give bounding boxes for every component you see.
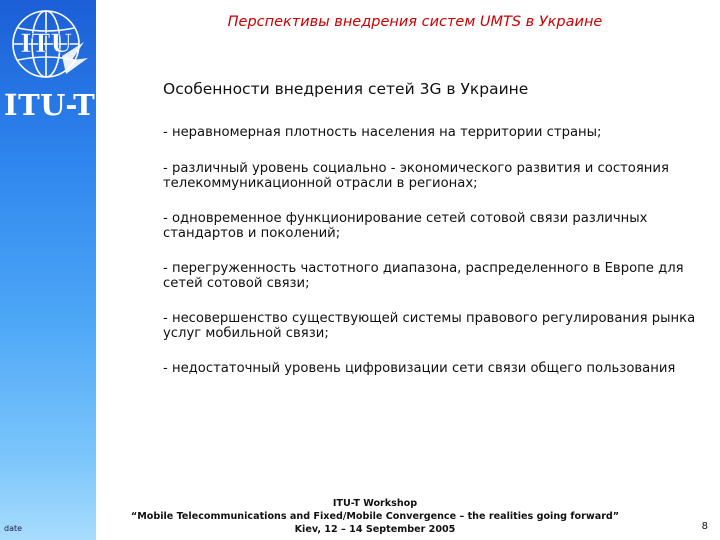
logo-text: ITU — [19, 29, 73, 58]
footer — [110, 497, 640, 536]
list-item: - неравномерная плотность населения на территории страны; — [163, 125, 602, 140]
list-item: - одновременное функционирование сетей сотовой связи различных стандартов и поколений; — [163, 211, 648, 241]
itu-logo-icon — [6, 4, 90, 84]
footer-workshop: ITU-T Workshop — [332, 498, 418, 509]
brand-label: ITU-T — [4, 88, 96, 122]
list-item: - перегруженность частотного диапазона, распределенного в Европе для сетей сотовой связи; — [163, 261, 684, 291]
page-number: 8 — [701, 521, 708, 532]
date-label: date — [4, 524, 23, 533]
list-item: - несовершенство существующей системы правового регулирования рынка услуг мобильной связи; — [163, 311, 696, 341]
footer-subtitle: “Mobile Telecommunications and Fixed/Mobile Convergence – the realities going forward” — [130, 511, 620, 522]
list-item: - различный уровень социально - экономического развития и состояния телекоммуникационной отрасли в регионах; — [163, 161, 669, 191]
bullet-list — [163, 125, 703, 396]
page-title: Перспективы внедрения систем UMTS в Украине — [227, 14, 603, 30]
footer-location: Kiev, 12 – 14 September 2005 — [294, 524, 456, 535]
list-item: - недостаточный уровень цифровизации сети связи общего пользования — [163, 361, 676, 376]
section-title: Особенности внедрения сетей 3G в Украине — [163, 80, 529, 98]
sidebar — [0, 0, 96, 540]
